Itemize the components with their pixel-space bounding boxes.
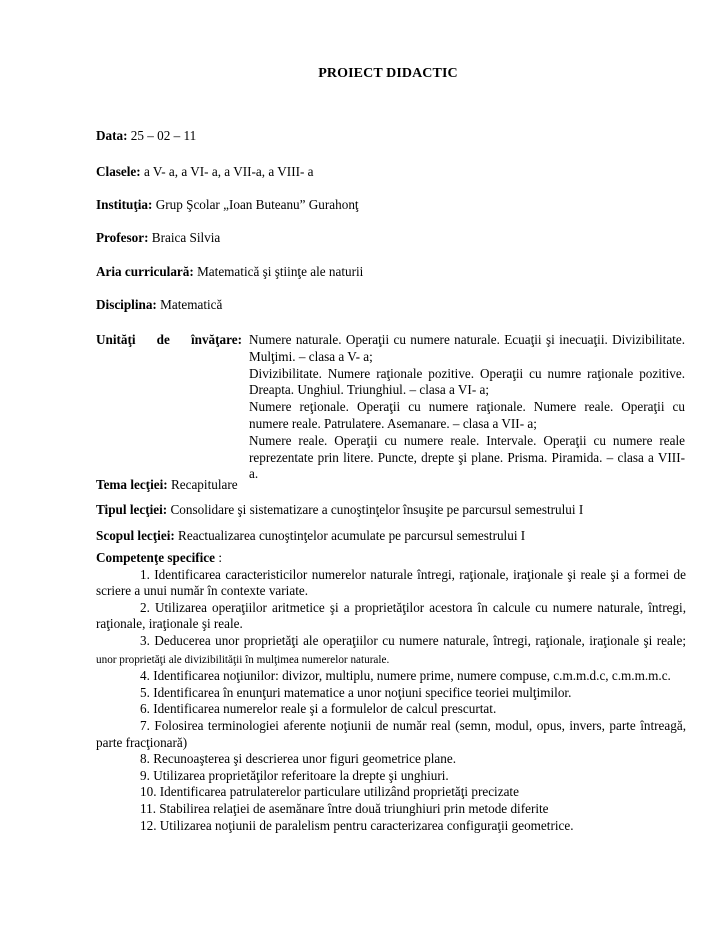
discipline-label: Disciplina: bbox=[96, 297, 157, 312]
lesson-type-field bbox=[96, 502, 583, 518]
lesson-theme-value: Recapitulare bbox=[170, 477, 238, 492]
competences-section bbox=[96, 550, 686, 834]
competence-item: 4. Identificarea noţiunilor: divizor, multiplu, numere prime, numere compuse, c.m.m.d.c, c.m.m.m.c. bbox=[140, 668, 671, 684]
competence-item: 9. Utilizarea proprietăţilor referitoare la drepte şi unghiuri. bbox=[140, 767, 449, 783]
teacher-field bbox=[96, 230, 220, 246]
competence-item: 2. Utilizarea operaţiilor aritmetice şi a proprietăţilor acestora în calcule cu numere naturale, întregi, raţionale, iraţionale şi reale. bbox=[96, 599, 686, 632]
competence-item: 7. Folosirea terminologiei aferente noţiunii de număr real (semn, modul, opus, invers, parte întreagă, parte fracţionară) bbox=[96, 717, 686, 750]
date-field bbox=[96, 128, 196, 144]
classes-label: Clasele: bbox=[96, 164, 141, 179]
learning-units-label: Unităţi de învăţare: bbox=[96, 332, 242, 347]
lesson-goal-value: Reactualizarea cunoştinţelor acumulate pe parcursul semestrului I bbox=[178, 528, 526, 543]
competences-heading bbox=[96, 550, 686, 567]
competence-item-small-text: unor proprietăţi ale divizibilităţii în mulţimea numerelor naturale. bbox=[96, 653, 390, 666]
document-title: PROIECT DIDACTIC bbox=[318, 66, 458, 81]
date-label: Data: bbox=[96, 128, 128, 143]
learning-unit-item: Numere reale. Operaţii cu numere reale. Intervale. Operaţii cu numere reale reprezentate prin litere. Puncte, drepte şi plane. Prisma. Piramida. – clasa a VIII- a. bbox=[249, 432, 685, 482]
competence-item: 11. Stabilirea relaţiei de asemănare între două triunghiuri prin metode diferite bbox=[140, 800, 549, 816]
competence-item: 5. Identificarea în enunţuri matematice a unor noţiuni specifice teoriei mulţimilor. bbox=[140, 684, 572, 700]
curricular-area-value: Matematică şi ştiinţe ale naturii bbox=[197, 264, 364, 279]
competence-item: 12. Utilizarea noţiunii de paralelism pentru caracterizarea configuraţii geometrice. bbox=[140, 817, 574, 833]
lesson-type-value: Consolidare şi sistematizare a cunoştinţelor însuşite pe parcursul semestrului I bbox=[170, 502, 584, 517]
learning-units-list bbox=[249, 332, 685, 483]
lesson-goal-label: Scopul lecţiei: bbox=[96, 528, 175, 543]
curricular-area-field bbox=[96, 264, 363, 280]
competence-item: 6. Identificarea numerelor reale şi a formulelor de calcul prescurtat. bbox=[140, 701, 497, 717]
lesson-goal-field bbox=[96, 528, 525, 544]
lesson-theme-field bbox=[96, 477, 238, 493]
institution-value: Grup Şcolar „Ioan Buteanu” Gurahonţ bbox=[155, 197, 359, 212]
competence-item: 8. Recunoaşterea şi descrierea unor figuri geometrice plane. bbox=[140, 751, 456, 767]
teacher-label: Profesor: bbox=[96, 230, 149, 245]
lesson-type-label: Tipul lecţiei: bbox=[96, 502, 168, 517]
learning-unit-item: Numere reţionale. Operaţii cu numere raţionale. Numere reale. Operaţii cu numere reale. Patrulatere. Asemanare. – clasa a VII- a; bbox=[249, 399, 685, 431]
competence-item-text: 3. Deducerea unor proprietăţi ale operaţiilor cu numere naturale, întregi, raţionale, iraţionale şi reale; bbox=[140, 632, 686, 648]
lesson-theme-label: Tema lecţiei: bbox=[96, 477, 168, 492]
competences-label: Competenţe specifice bbox=[96, 550, 216, 565]
teacher-value: Braica Silvia bbox=[151, 230, 221, 245]
discipline-value: Matematică bbox=[160, 297, 223, 312]
competences-suffix: : bbox=[215, 550, 222, 565]
competence-item: 10. Identificarea patrulaterelor particulare utilizând proprietăţi precizate bbox=[140, 784, 519, 800]
competence-item bbox=[96, 633, 686, 668]
learning-unit-item: Divizibilitate. Numere raţionale pozitive. Operaţii cu numre raţionale pozitive. Dreapta. Unghiul. Triunghiul. – clasa a VI- a; bbox=[249, 365, 685, 398]
discipline-field bbox=[96, 297, 222, 313]
classes-value: a V- a, a VI- a, a VII-a, a VIII- a bbox=[143, 164, 314, 179]
curricular-area-label: Aria curriculară: bbox=[96, 264, 194, 279]
classes-field bbox=[96, 164, 314, 180]
competence-item: 1. Identificarea caracteristicilor numerelor naturale întregi, raţionale, iraţionale şi reale şi a formei de scriere a unui număr în contexte variate. bbox=[96, 566, 686, 599]
institution-field bbox=[96, 197, 359, 213]
learning-unit-item: Numere naturale. Operaţii cu numere naturale. Ecuaţii şi inecuaţii. Divizibilitate. Mulţimi. – clasa a V- a; bbox=[249, 332, 685, 364]
date-value: 25 – 02 – 11 bbox=[130, 128, 197, 143]
institution-label: Instituţia: bbox=[96, 197, 153, 212]
